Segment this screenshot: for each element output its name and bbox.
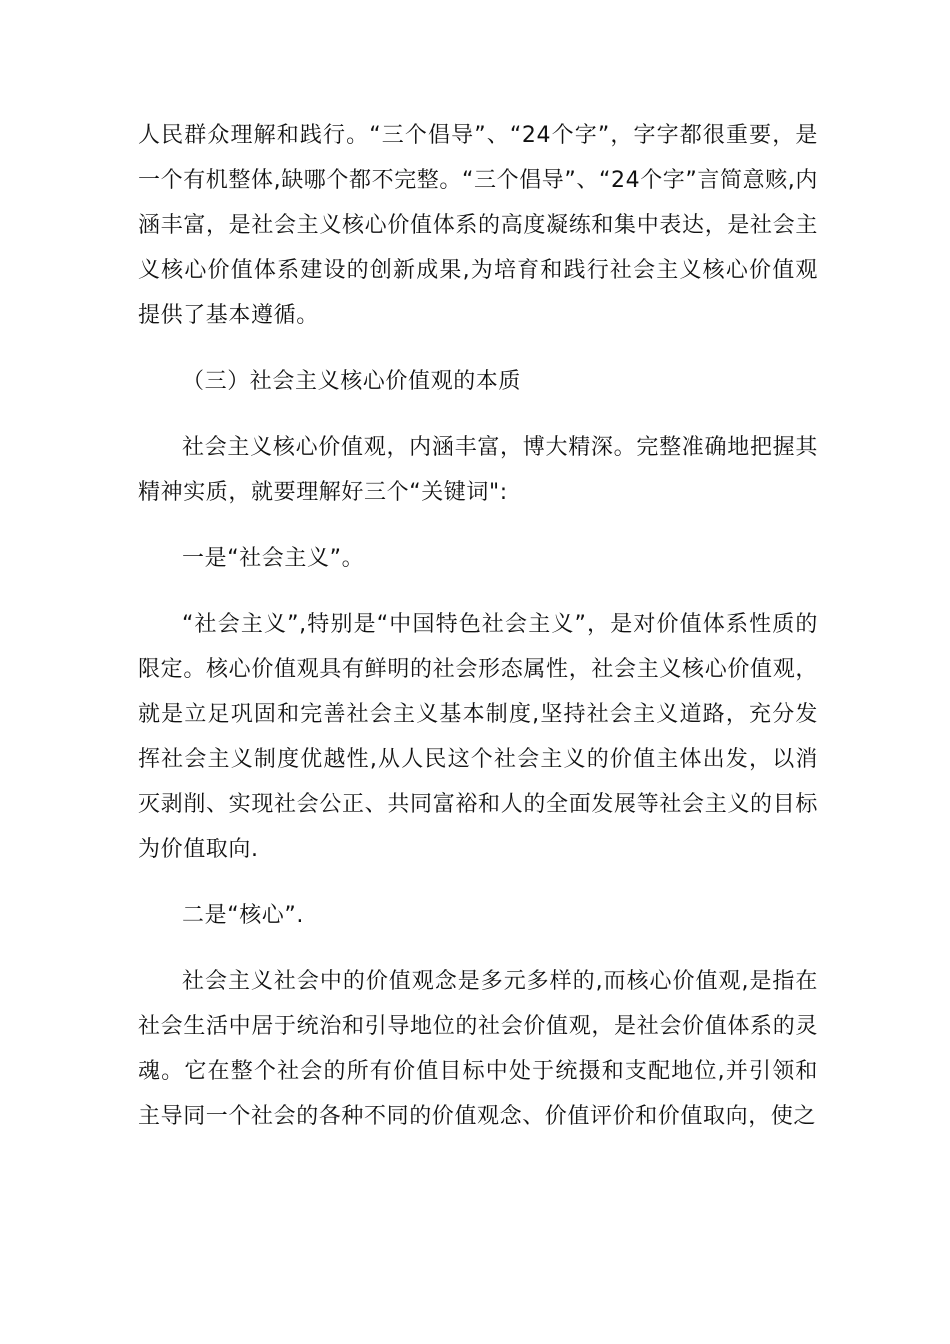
paragraph-continuation: 人民群众理解和践行。“三个倡导”、“24个字”，字字都很重要，是一个有机整体,缺哪个都不完整。“三个倡导”、“24个字”言简意赅,内涵丰富，是社会主义核心价值体系的高度凝练和集中表达，是社会主义核心价值体系建设的创新成果,为培育和践行社会主义核心价值观提供了基本遵循。 — [138, 123, 818, 328]
section-heading: （三）社会主义核心价值观的本质 — [182, 369, 522, 394]
paragraph-socialism: “社会主义”,特别是“中国特色社会主义”，是对价值体系性质的限定。核心价值观具有鲜明的社会形态属性，社会主义核心价值观，就是立足巩固和完善社会主义基本制度,坚持社会主义道路，充分发挥社会主义制度优越性,从人民这个社会主义的价值主体出发，以消灭剥削、实现社会公正、共同富裕和人的全面发展等社会主义的目标为价值取向. — [138, 612, 818, 862]
paragraph-intro: 社会主义核心价值观，内涵丰富，博大精深。完整准确地把握其精神实质，就要理解好三个“关键词": — [138, 435, 818, 505]
keyword-heading-core: 二是“核心”. — [182, 903, 304, 928]
document-body — [138, 113, 818, 1139]
paragraph-core: 社会主义社会中的价值观念是多元多样的,而核心价值观,是指在社会生活中居于统治和引导地位的社会价值观，是社会价值体系的灵魂。它在整个社会的所有价值目标中处于统摄和支配地位,并引领和主导同一个社会的各种不同的价值观念、价值评价和价值取向，使之 — [138, 969, 818, 1129]
keyword-heading-socialism: 一是“社会主义”。 — [182, 546, 365, 571]
